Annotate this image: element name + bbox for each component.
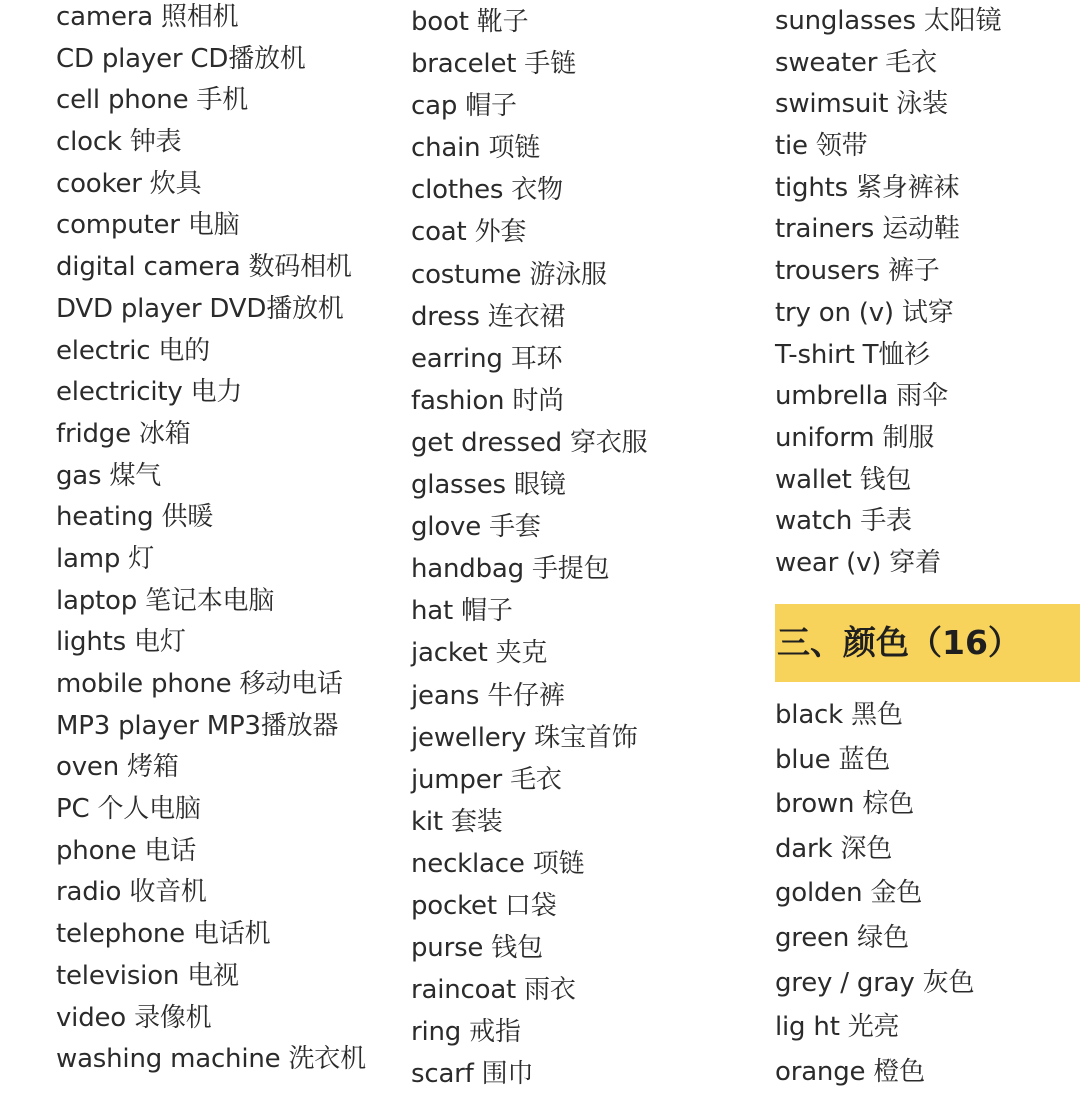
vocab-entry: fridge 冰箱 (56, 418, 191, 449)
vocab-entry: jumper 毛衣 (411, 764, 562, 795)
vocab-entry: oven 烤箱 (56, 752, 179, 783)
vocab-entry: jacket 夹克 (411, 638, 548, 669)
vocab-entry: sunglasses 太阳镜 (775, 6, 1002, 36)
vocab-entry: pocket 口袋 (411, 890, 557, 921)
vocab-entry: fashion 时尚 (411, 385, 564, 416)
vocab-entry: wear (v) 穿着 (775, 547, 941, 578)
vocab-entry: trainers 运动鞋 (775, 214, 960, 245)
vocab-entry: lamp 灯 (56, 543, 155, 574)
vocab-entry: DVD player DVD播放机 (56, 293, 344, 324)
vocab-entry: earring 耳环 (411, 343, 563, 374)
vocab-entry: uniform 制服 (775, 422, 935, 453)
vocab-entry: orange 橙色 (775, 1056, 925, 1087)
vocab-entry: kit 套装 (411, 806, 503, 837)
vocab-entry: laptop 笔记本电脑 (56, 585, 275, 616)
vocab-entry: gas 煤气 (56, 460, 162, 491)
word-list (56, 0, 366, 1081)
vocab-entry: hat 帽子 (411, 596, 513, 627)
vocab-entry: umbrella 雨伞 (775, 381, 948, 412)
vocab-entry: raincoat 雨衣 (411, 975, 576, 1006)
vocab-entry: cell phone 手机 (56, 85, 249, 116)
vocab-entry: grey / gray 灰色 (775, 967, 975, 998)
vocab-entry: green 绿色 (775, 922, 909, 953)
vocab-entry: brown 棕色 (775, 789, 914, 820)
vocab-entry: jeans 牛仔裤 (411, 680, 565, 711)
vocab-entry: heating 供暖 (56, 502, 214, 533)
vocab-entry: sweater 毛衣 (775, 47, 937, 78)
word-list (775, 1, 1001, 585)
vocab-entry: cooker 炊具 (56, 168, 202, 199)
vocab-entry: dark 深色 (775, 833, 893, 864)
vocab-entry: blue 蓝色 (775, 744, 891, 775)
vocab-entry: CD player CD播放机 (56, 43, 306, 74)
vocab-entry: costume 游泳服 (411, 259, 607, 290)
vocab-entry: black 黑色 (775, 700, 903, 730)
vocab-entry: lights 电灯 (56, 627, 186, 658)
vocab-entry: digital camera 数码相机 (56, 252, 352, 283)
vocab-entry: MP3 player MP3播放器 (56, 710, 339, 741)
vocab-entry: glasses 眼镜 (411, 470, 566, 501)
vocab-column-2 (411, 0, 647, 1095)
vocab-entry: phone 电话 (56, 835, 197, 866)
vocab-entry: washing machine 洗衣机 (56, 1044, 366, 1075)
vocab-entry: bracelet 手链 (411, 49, 576, 80)
vocab-entry: trousers 裤子 (775, 256, 940, 287)
vocab-entry: cap 帽子 (411, 91, 517, 122)
vocab-entry: electric 电的 (56, 335, 210, 366)
vocab-entry: electricity 电力 (56, 377, 243, 408)
vocab-entry: get dressed 穿衣服 (411, 427, 648, 458)
vocab-entry: ring 戒指 (411, 1017, 521, 1048)
vocab-entry: wallet 钱包 (775, 464, 912, 495)
vocab-entry: glove 手套 (411, 512, 541, 543)
vocab-entry: video 录像机 (56, 1002, 212, 1033)
vocab-entry: clock 钟表 (56, 127, 182, 158)
vocab-entry: swimsuit 泳装 (775, 89, 948, 120)
vocab-entry: tie 领带 (775, 131, 868, 162)
vocab-entry: computer 电脑 (56, 210, 240, 241)
vocab-column-1 (56, 0, 366, 1081)
vocab-entry: try on (v) 试穿 (775, 297, 954, 328)
vocab-entry: tights 紧身裤袜 (775, 172, 960, 203)
section-heading-colors: 三、颜色（16） (775, 604, 1080, 682)
vocab-entry: T-shirt T恤衫 (775, 339, 930, 370)
vocab-entry: camera 照相机 (56, 2, 239, 32)
vocab-entry: coat 外套 (411, 217, 527, 248)
vocab-entry: clothes 衣物 (411, 175, 563, 206)
word-list (411, 1, 647, 1095)
vocab-entry: purse 钱包 (411, 933, 543, 964)
vocab-entry: dress 连衣裙 (411, 301, 566, 332)
vocab-entry: lig ht 光亮 (775, 1012, 900, 1043)
vocab-entry: scarf 围巾 (411, 1059, 534, 1090)
vocab-entry: jewellery 珠宝首饰 (411, 722, 638, 753)
vocab-entry: golden 金色 (775, 878, 923, 909)
vocab-entry: boot 靴子 (411, 7, 529, 37)
vocab-entry: radio 收音机 (56, 877, 207, 908)
vocab-entry: mobile phone 移动电话 (56, 669, 343, 699)
vocab-entry: telephone 电话机 (56, 919, 271, 950)
vocab-entry: necklace 项链 (411, 848, 585, 879)
vocab-entry: chain 项链 (411, 133, 541, 164)
vocab-entry: handbag 手提包 (411, 554, 610, 585)
color-word-list (775, 693, 974, 1094)
vocab-entry: PC 个人电脑 (56, 794, 201, 825)
vocab-entry: watch 手表 (775, 506, 912, 537)
vocab-column-3 (775, 0, 1001, 585)
vocab-entry: television 电视 (56, 960, 239, 991)
